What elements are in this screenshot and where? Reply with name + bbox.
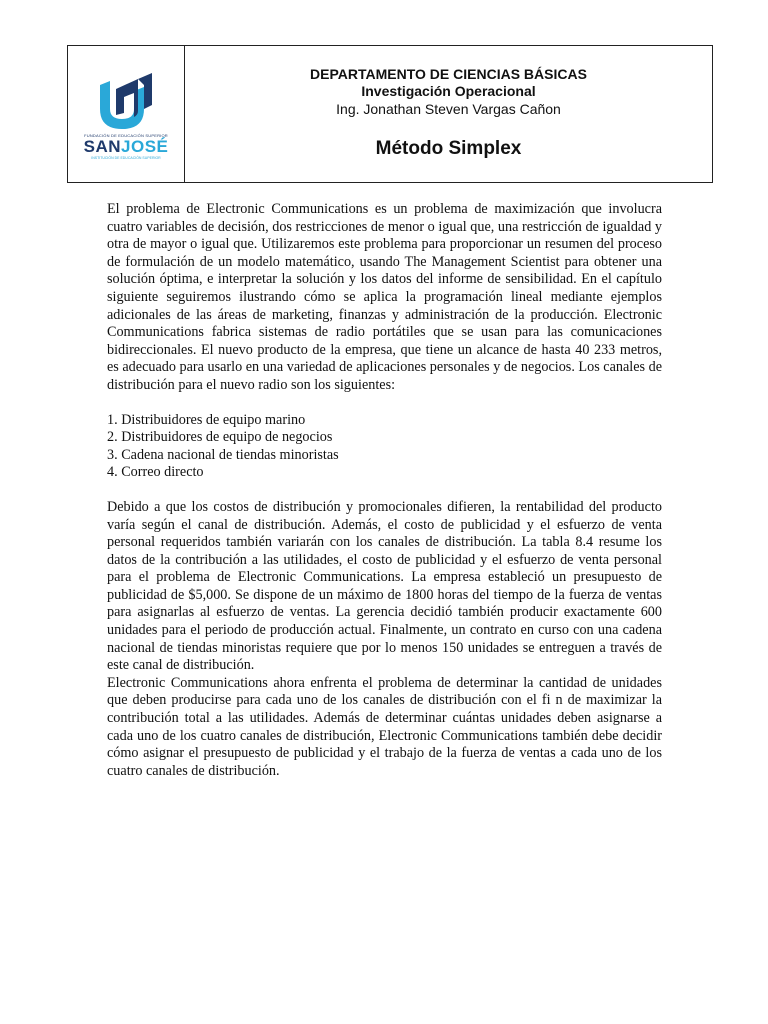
header-titles xyxy=(185,46,712,182)
paragraph-intro: El problema de Electronic Communications es un problema de maximización que involucra cuatro variables de decisión, dos restricciones de menor o igual que, una restricción de igualdad y otra de mayor o igual que. Utilizaremos este problema para proporcionar un resumen del proceso de formulación de un modelo matemático, usando The Management Scientist para obtener una solución óptima, e interpretar la solución y los datos del informe de sensibilidad. En el capítulo siguiente seguiremos ilustrando cómo se aplica la programación lineal mediante ejemplos adicionales de las áreas de marketing, finanzas y administración de la producción. Electronic Communications fabrica sistemas de radio portátiles que se usan para las comunicaciones bidireccionales. El nuevo producto de la empresa, que tiene un alcance de hasta 40 233 metros, es adecuado para usarlo en una variedad de aplicaciones personales y de negocios. Los canales de distribución para el nuevo radio son los siguientes: xyxy=(107,201,662,393)
document-header xyxy=(67,45,713,183)
logo-top-text: FUNDACIÓN DE EDUCACIÓN SUPERIOR xyxy=(84,132,168,138)
logo-word-jose: JOSÉ xyxy=(121,136,169,156)
list-item: 2. Distribuidores de equipo de negocios xyxy=(107,429,333,446)
logo-wordmark xyxy=(84,138,169,156)
document-title: Método Simplex xyxy=(375,138,522,159)
list-item: 3. Cadena nacional de tiendas minoristas xyxy=(107,446,339,463)
author-name: Ing. Jonathan Steven Vargas Cañon xyxy=(336,101,561,117)
document-body xyxy=(107,201,662,780)
paragraph-costs: Debido a que los costos de distribución y promocionales difieren, la rentabilidad del producto varía según el canal de distribución. Además, el costo de publicidad y el esfuerzo de venta personal requeridos también variarán con los canales de distribución. La tabla 8.4 resume los datos de la contribución a las utilidades, el costo de publicidad y el esfuerzo de venta personal para el problema de Electronic Communications. La empresa estableció un presupuesto de publicidad de $5,000. Se dispone de un máximo de 1800 horas del tiempo de la fuerza de ventas para asignarlas al esfuerzo de ventas. La gerencia decidió también producir exactamente 600 unidades para el periodo de producción actual. Finalmente, un contrato en curso con una cadena nacional de tiendas minoristas requiere que por lo menos 150 unidades se entreguen a través de este canal de distribución. xyxy=(107,498,662,674)
paragraph-problem: Electronic Communications ahora enfrenta el problema de determinar la cantidad de unidades que deben producirse para cada uno de los canales de distribución con el fi n de maximizar la contribución total a las utilidades. Además de determinar cuántas unidades deben asignarse a cada uno de los cuatro canales de distribución, Electronic Communications también debe decidir cómo asignar el presupuesto de publicidad y el trabajo de la fuerza de ventas a cada uno de los cuatro canales de distribución. xyxy=(107,674,662,779)
list-item: 4. Correo directo xyxy=(107,464,204,481)
logo-subtitle: INSTITUCIÓN DE EDUCACIÓN SUPERIOR xyxy=(91,155,161,160)
course-name: Investigación Operacional xyxy=(361,83,536,99)
university-logo-icon xyxy=(94,69,158,131)
logo xyxy=(68,46,185,182)
list-item: 1. Distribuidores de equipo marino xyxy=(107,411,306,428)
logo-word-san: SAN xyxy=(83,136,122,156)
department-name: DEPARTAMENTO DE CIENCIAS BÁSICAS xyxy=(310,66,587,82)
distribution-channel-list xyxy=(107,412,662,482)
